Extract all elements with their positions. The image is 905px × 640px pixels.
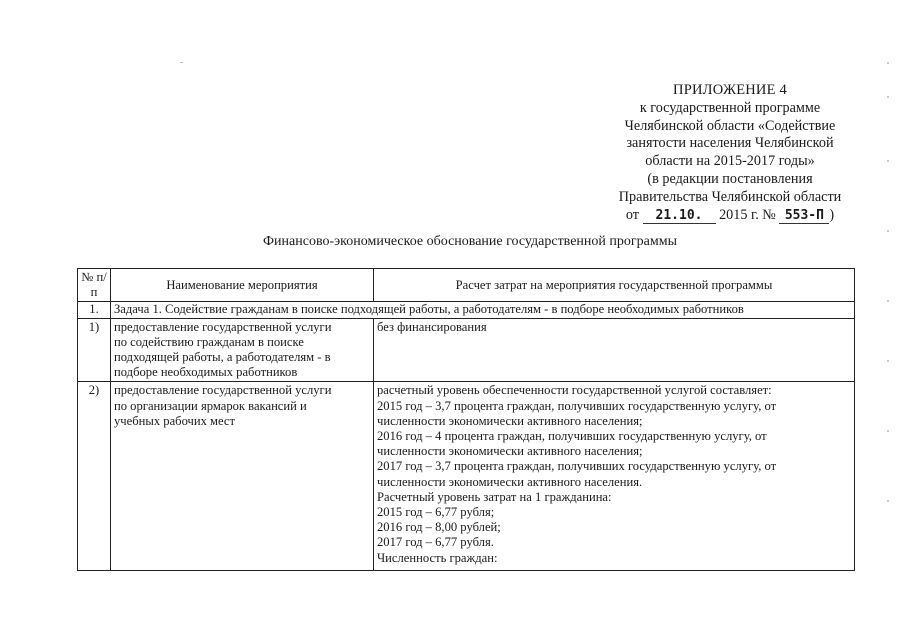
row-calc-line: 2016 год – 8,00 рублей; xyxy=(377,520,501,535)
row-name xyxy=(111,318,374,382)
financial-table xyxy=(77,268,855,571)
row-name xyxy=(111,382,374,571)
row-calc xyxy=(374,318,855,382)
scan-speck xyxy=(887,360,889,362)
row-num: 1) xyxy=(78,318,111,382)
row-name-line: подборе необходимых работников xyxy=(114,365,298,380)
row-calc-line: численности экономически активного населения; xyxy=(377,444,643,459)
scan-speck xyxy=(887,500,889,502)
appendix-title: ПРИЛОЖЕНИЕ 4 xyxy=(673,82,787,98)
appendix-line: Правительства Челябинской области xyxy=(618,188,842,205)
row-name-line: подходящей работы, а работодателям - в xyxy=(114,350,331,365)
row-calc-line: Расчетный уровень затрат на 1 гражданина: xyxy=(377,489,612,504)
decree-prefix: от xyxy=(625,206,639,223)
table-row xyxy=(78,382,855,571)
table-row xyxy=(78,318,855,382)
row-calc-line: 2017 год – 3,7 процента граждан, получивших государственную услугу, от xyxy=(377,459,777,474)
document-title: Финансово-экономическое обоснование государственной программы xyxy=(263,234,677,249)
decree-suffix: ) xyxy=(829,206,835,223)
row-name-line: по организации ярмарок вакансий и xyxy=(114,398,307,413)
appendix-header xyxy=(575,82,885,224)
row-calc-line: 2017 год – 6,77 рубля. xyxy=(377,535,494,550)
header-num: № п/п xyxy=(78,269,111,302)
scan-speck xyxy=(887,96,889,98)
task-row xyxy=(78,302,855,318)
header-calc: Расчет затрат на мероприятия государственной программы xyxy=(374,269,855,302)
decree-year: 2015 г. № xyxy=(719,206,776,223)
appendix-line: Челябинской области «Содействие xyxy=(624,117,836,134)
appendix-line: (в редакции постановления xyxy=(647,170,813,187)
row-calc-line: расчетный уровень обеспеченности государственной услугой составляет: xyxy=(377,383,772,398)
decree-date: 21.10. xyxy=(643,209,716,224)
row-calc-line: без финансирования xyxy=(377,319,487,334)
scan-speck xyxy=(887,300,889,302)
appendix-line: занятости населения Челябинской xyxy=(626,135,834,152)
scan-speck xyxy=(887,160,889,162)
appendix-line: области на 2015-2017 годы» xyxy=(645,153,815,170)
task-text: Задача 1. Содействие гражданам в поиске подходящей работы, а работодателям - в подборе необходимых работников xyxy=(111,302,855,318)
row-calc xyxy=(374,382,855,571)
row-name-line: предоставление государственной услуги xyxy=(114,383,332,398)
appendix-line: к государственной программе xyxy=(639,99,821,116)
row-name-line: учебных рабочих мест xyxy=(114,413,236,428)
decree-line xyxy=(575,207,885,225)
row-name-line: предоставление государственной услуги xyxy=(114,319,332,334)
task-num: 1. xyxy=(78,302,111,318)
row-calc-line: численности экономически активного населения. xyxy=(377,474,643,489)
header-name: Наименование мероприятия xyxy=(111,269,374,302)
row-name-line: по содействию гражданам в поиске xyxy=(114,334,304,349)
row-calc-line: Численность граждан: xyxy=(377,550,498,565)
row-calc-line: 2015 год – 3,7 процента граждан, получивших государственную услугу, от xyxy=(377,398,777,413)
row-num: 2) xyxy=(78,382,111,571)
row-calc-line: численности экономически активного населения; xyxy=(377,413,643,428)
scan-speck xyxy=(887,430,889,432)
row-calc-line: 2015 год – 6,77 рубля; xyxy=(377,505,495,520)
scan-speck xyxy=(887,62,889,64)
row-calc-line: 2016 год – 4 процента граждан, получивших государственную услугу, от xyxy=(377,429,767,444)
scan-speck xyxy=(887,230,889,232)
decree-number: 553-П xyxy=(779,209,829,224)
table-header-row xyxy=(78,269,855,302)
scan-speck xyxy=(180,62,183,63)
